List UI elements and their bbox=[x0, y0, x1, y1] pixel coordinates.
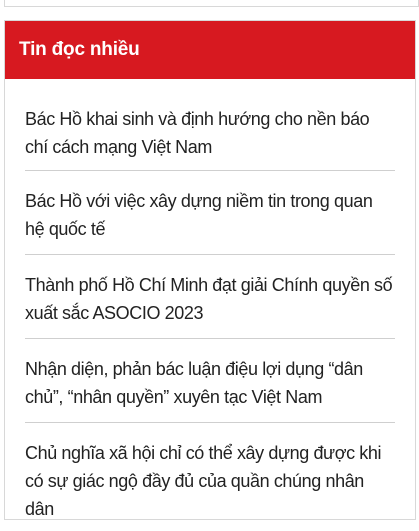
list-item bbox=[25, 255, 395, 339]
most-read-widget bbox=[4, 20, 416, 520]
article-link[interactable]: Thành phố Hồ Chí Minh đạt giải Chính quyền số xuất sắc ASOCIO 2023 bbox=[25, 275, 393, 323]
article-list bbox=[25, 79, 395, 519]
list-item bbox=[25, 79, 395, 171]
list-item bbox=[25, 423, 395, 519]
previous-widget-edge bbox=[4, 0, 419, 7]
widget-header bbox=[5, 21, 415, 79]
widget-title: Tin đọc nhiều bbox=[19, 39, 140, 60]
list-item bbox=[25, 339, 395, 423]
list-item bbox=[25, 171, 395, 255]
article-link[interactable]: Bác Hồ khai sinh và định hướng cho nền báo chí cách mạng Việt Nam bbox=[25, 109, 370, 157]
article-link[interactable]: Nhận diện, phản bác luận điệu lợi dụng “dân chủ”, “nhân quyền” xuyên tạc Việt Nam bbox=[25, 359, 363, 407]
article-link[interactable]: Chủ nghĩa xã hội chỉ có thể xây dựng được khi có sự giác ngộ đầy đủ của quần chúng nhân dân bbox=[25, 443, 382, 519]
article-link[interactable]: Bác Hồ với việc xây dựng niềm tin trong quan hệ quốc tế bbox=[25, 191, 373, 239]
